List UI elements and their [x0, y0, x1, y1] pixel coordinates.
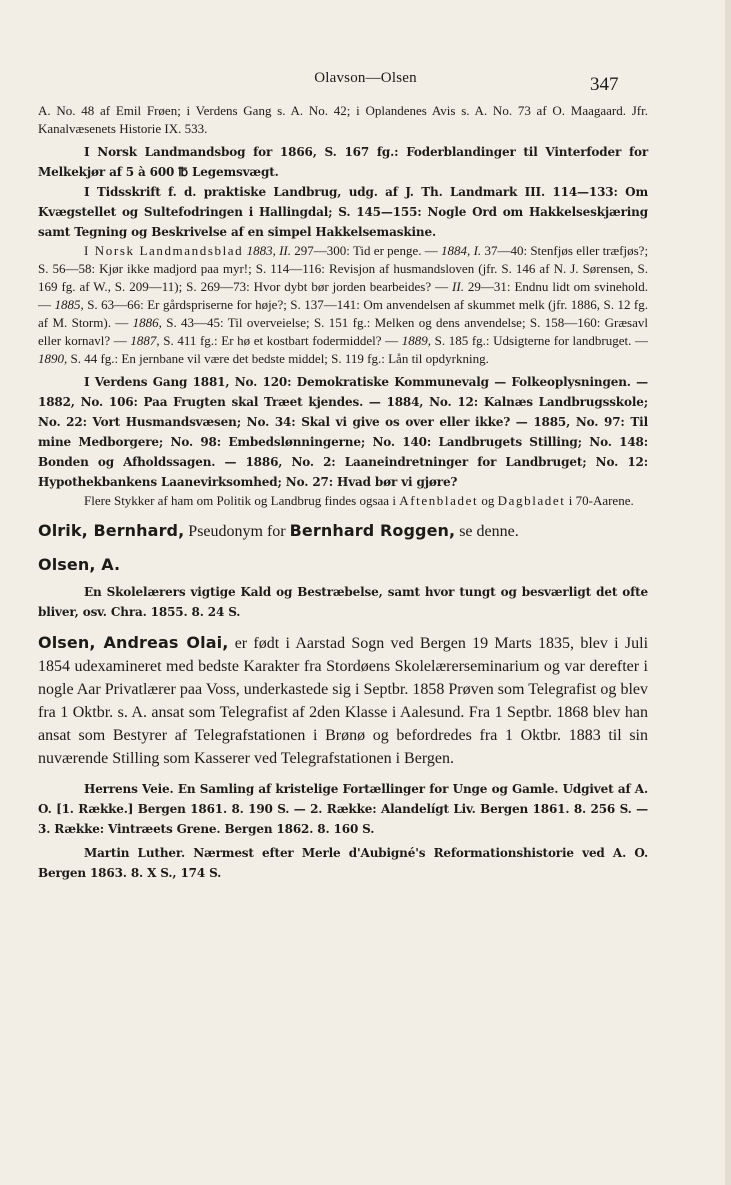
- newspapers-note: [38, 492, 648, 510]
- text-run: 29—31: Endnu lidt om svinehold. —: [38, 279, 648, 312]
- text-run: 37—40: Stenfjøs eller træfjøs?; S. 56—58: Kjør ikke madjord paa myr!; S. 114—116: Revisjon af husmandsloven (jfr. S. 146 af N. J. Sørensen, S. 169 fg. af W., S. 209—11); S. 269—73: Hvor dybt bør jorden bearbeides? —: [38, 243, 649, 294]
- text-run: i 70-Aarene.: [568, 493, 634, 508]
- headword: Olsen, Andreas Olai,: [38, 633, 229, 652]
- text-run: og: [481, 493, 495, 508]
- volume: II.: [452, 279, 464, 294]
- running-title: Olavson—Olsen: [314, 70, 417, 86]
- year: 1890,: [38, 351, 68, 366]
- continued-paragraph: A. No. 48 af Emil Frøen; i Verdens Gang s. A. No. 42; i Oplandenes Avis s. A. No. 73 af O. Maagaard. Jfr. Kanalvæsenets Historie IX. 533.: [38, 103, 648, 136]
- volume: II.: [279, 243, 292, 258]
- publication-title: I Norsk Landmandsblad: [84, 243, 244, 258]
- cross-reference: Bernhard Roggen,: [289, 521, 456, 540]
- landmandsblad-paragraph: [38, 242, 648, 368]
- volume: I.: [473, 243, 482, 258]
- page-number: 347: [590, 74, 619, 95]
- fraktur-paragraph-landmandsbog: I Norsk Landmandsbog for 1866, S. 167 fg.: Foderblandinger til Vinterfoder for Melkekjør af 5 à 600 ℔ Legemsvægt.: [38, 145, 648, 179]
- year: 1884,: [441, 243, 471, 258]
- year: 1889,: [401, 333, 432, 348]
- text-run: Pseudonym for: [188, 523, 286, 540]
- headword: Olsen, A.: [38, 555, 121, 574]
- text-run: S. 63—66: Er gårdspriserne for høje?; S. 137—141: Om anvendelsen af skummet melk (jfr. 1886, S. 12 fg. af M. Storm). —: [38, 297, 648, 330]
- text-run: S. 44 fg.: En jernbane vil være det bedste middel; S. 119 fg.: Lån til opdyrkning.: [70, 351, 489, 366]
- work-herrens-veie: Herrens Veie. En Samling af kristelige Fortællinger for Unge og Gamle. Udgivet af A. O. [1. Række.] Bergen 1861. 8. 190 S. — 2. Række: Alandelígt Liv. Bergen 1861. 8. 256 S. — 3. Række: Vintræets Grene. Bergen 1862. 8. 160 S.: [38, 782, 648, 836]
- fraktur-paragraph-tidsskrift: I Tidsskrift f. d. praktiske Landbrug, udg. af J. Th. Landmark III. 114—133: Om Kvægstellet og Sultefodringen i Hallingdal; S. 145—155: Nogle Ord om Hakkelseskjæring samt Tegning og Beskrivelse af en simpel Hakkelsemaskine.: [38, 185, 648, 239]
- fraktur-paragraph-verdens-gang: I Verdens Gang 1881, No. 120: Demokratiske Kommunevalg — Folkeoplysningen. — 1882, No. 106: Paa Frugten skal Træet kjendes. — 1884, No. 12: Kalnæs Landbrugsskole; No. 22: Vort Husmandsvæsen; No. 34: Skal vi give os over eller ikke? — 1885, No. 97: Til mine Medborgere; No. 98: Embedslønningerne; No. 140: Landbrugets Stilling; No. 148: Bonden og Afholdssagen. — 1886, No. 2: Laaneindretninger for Landbruget; No. 12: Hypothekbankens Laanevirksomhed; No. 27: Hvad bør vi gjøre?: [38, 375, 648, 489]
- text-run: S. 43—45: Til overveielse; S. 151 fg.: Melken og dens anvendelse; S. 158—160: Græsavl eller kornavl? —: [38, 315, 648, 348]
- year: 1886,: [132, 315, 162, 330]
- year: 1883,: [246, 243, 276, 258]
- text-run: S. 411 fg.: Er hø et kostbart fodermiddel? —: [163, 333, 399, 348]
- entry-olsen-a-work: En Skolelærers vigtige Kald og Bestræbelse, samt hvor tungt og besværligt det ofte bliver, osv. Chra. 1855. 8. 24 S.: [38, 585, 648, 619]
- text-run: S. 185 fg.: Udsigterne for landbruget. —: [434, 333, 649, 348]
- headword: Olrik, Bernhard,: [38, 521, 185, 540]
- year: 1885,: [54, 297, 84, 312]
- work-martin-luther: Martin Luther. Nærmest efter Merle d'Aubigné's Reformationshistorie ved A. O. Bergen 1863. 8. X S., 174 S.: [38, 846, 648, 880]
- year: 1887,: [130, 333, 160, 348]
- entry-olsen-a-heading: [38, 553, 648, 578]
- entry-olrik: [38, 519, 648, 544]
- newspaper-name: Aftenbladet: [399, 493, 479, 508]
- text-run: Flere Stykker af ham om Politik og Landbrug findes ogsaa i: [84, 493, 396, 508]
- text-column: [38, 102, 648, 883]
- entry-olsen-andreas: [38, 631, 648, 770]
- newspaper-name: Dagbladet: [497, 493, 566, 508]
- biography-text: er født i Aarstad Sogn ved Bergen 19 Marts 1835, blev i Juli 1854 udexamineret med bedste Karakter fra Stordøens Skolelærerseminarium og var derefter i nogle Aar Privatlærer paa Voss, underkastede sig i Septbr. 1858 Prøven som Telegrafist og blev fra 1 Oktbr. s. A. ansat som Telegrafist af 2den Klasse i Aalesund. Fra 1 Septbr. 1868 blev han ansat som Bestyrer af Telegrafstationen i Brønø og befordredes fra 1 Oktbr. 1883 til sin nuværende Stilling som Kasserer ved Telegrafstationen i Bergen.: [38, 635, 649, 767]
- page-edge-shadow: [725, 0, 731, 1185]
- text-run: se denne.: [459, 523, 519, 540]
- text-run: 297—300: Tid er penge. —: [294, 243, 438, 258]
